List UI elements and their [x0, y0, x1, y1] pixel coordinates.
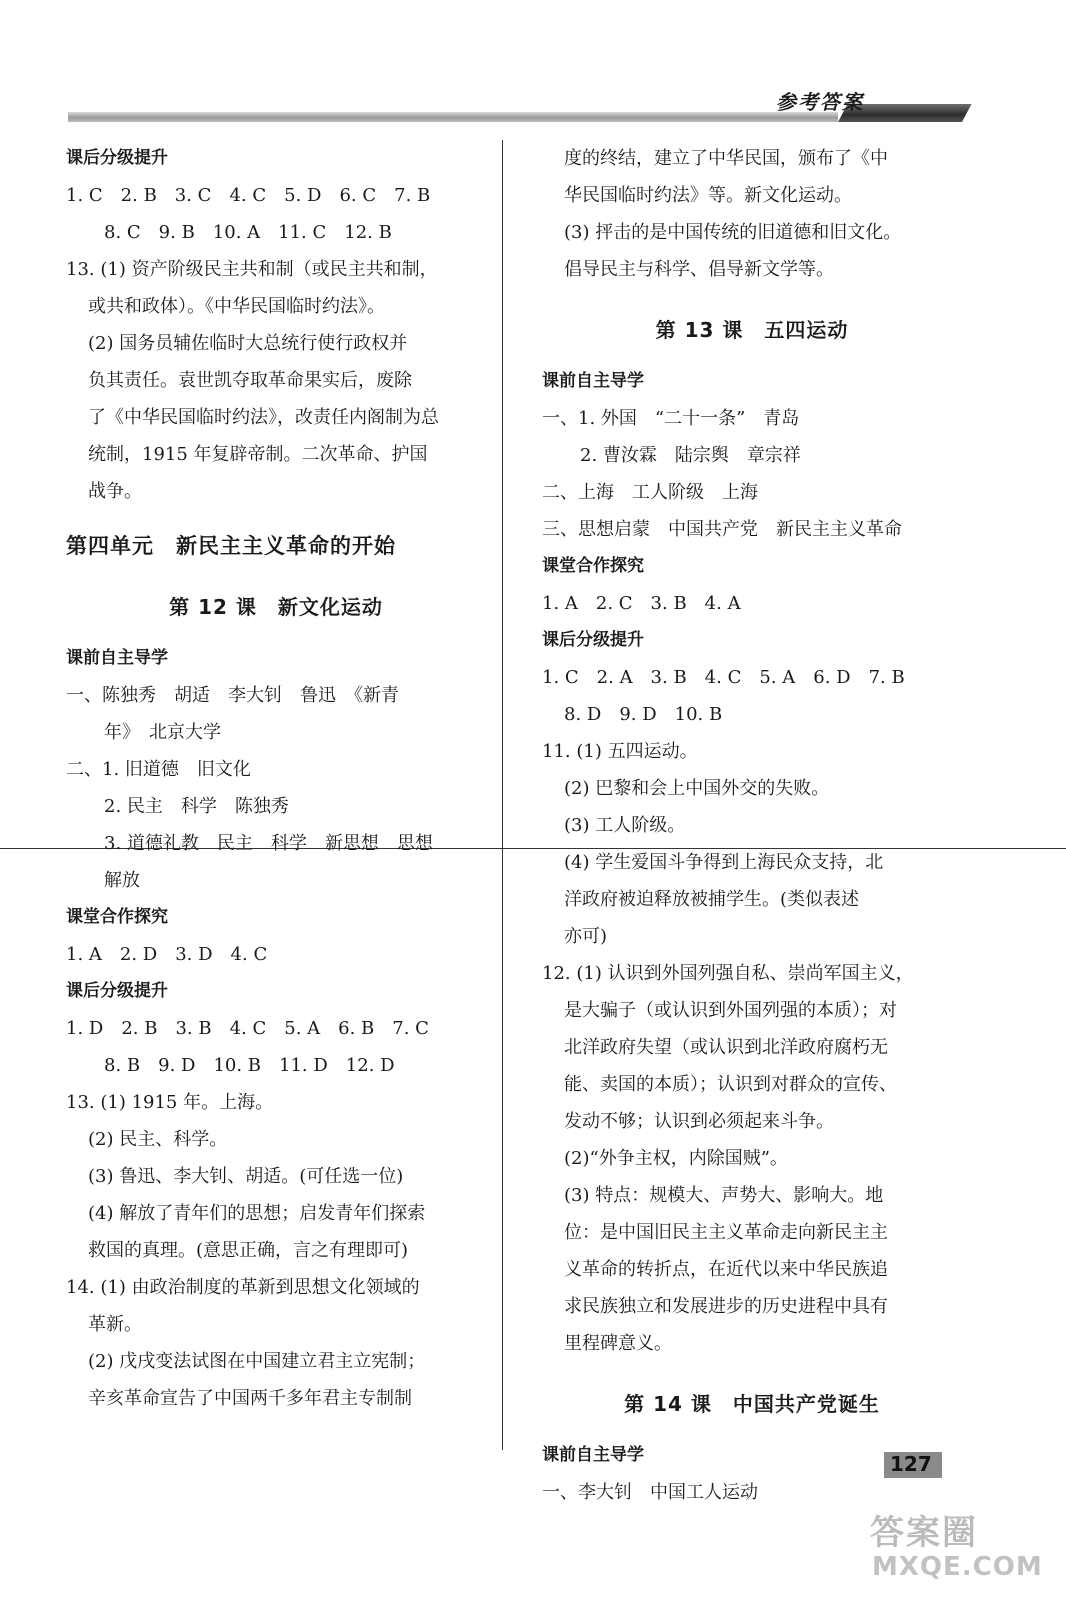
answer-line: (4) 学生爱国斗争得到上海民众支持，北 — [564, 852, 884, 873]
section-heading: 课后分级提升 — [66, 981, 168, 1001]
answer-line: 里程碑意义。 — [564, 1333, 672, 1354]
answer-line: 8. D 9. D 10. B — [564, 704, 723, 725]
answer-line: 亦可) — [564, 926, 608, 947]
answer-line: (2)“外争主权，内除国贼”。 — [564, 1148, 788, 1169]
answer-line: (2) 戊戌变法试图在中国建立君主立宪制； — [88, 1351, 426, 1372]
answer-line: 14. (1) 由政治制度的革新到思想文化领域的 — [66, 1277, 420, 1298]
answer-line: (3) 工人阶级。 — [564, 815, 686, 836]
answer-line: 华民国临时约法》等。新文化运动。 — [564, 185, 852, 206]
answer-line: 8. B 9. D 10. B 11. D 12. D — [104, 1055, 395, 1076]
answer-line: 8. C 9. B 10. A 11. C 12. B — [104, 222, 392, 243]
section-heading: 课堂合作探究 — [66, 907, 168, 927]
answer-line: 3. 道德礼教 民主 科学 新思想 思想 — [104, 833, 433, 854]
answer-line: 位：是中国旧民主主义革命走向新民主主 — [564, 1222, 888, 1243]
unit-title: 第四单元 新民主主义革命的开始 — [66, 534, 396, 558]
answer-line: (2) 巴黎和会上中国外交的失败。 — [564, 778, 830, 799]
lesson-title: 第 13 课 五四运动 — [655, 318, 849, 342]
answer-line: 能、卖国的本质）；认识到对群众的宣传、 — [564, 1074, 897, 1095]
left-column — [66, 140, 486, 1417]
answer-line: (2) 民主、科学。 — [88, 1129, 228, 1150]
right-column — [542, 140, 962, 1511]
answer-line: 求民族独立和发展进步的历史进程中具有 — [564, 1296, 888, 1317]
answer-line: 或共和政体）。《中华民国临时约法》。 — [88, 296, 385, 317]
answer-line: (3) 鲁迅、李大钊、胡适。(可任选一位) — [88, 1166, 404, 1187]
answer-line: 一、李大钊 中国工人运动 — [542, 1482, 758, 1503]
answer-line: 1. A 2. C 3. B 4. A — [542, 593, 741, 614]
header-title: 参考答案 — [776, 90, 864, 114]
answer-line: 救国的真理。(意思正确，言之有理即可) — [88, 1240, 409, 1261]
answer-line: 2. 民主 科学 陈独秀 — [104, 796, 289, 817]
header-decorative-band — [68, 112, 838, 122]
answer-line: 11. (1) 五四运动。 — [542, 741, 698, 762]
answer-line: 解放 — [104, 870, 140, 891]
answer-line: 1. D 2. B 3. B 4. C 5. A 6. B 7. C — [66, 1018, 429, 1039]
section-heading: 课前自主导学 — [542, 371, 644, 391]
answer-line: 义革命的转折点，在近代以来中华民族追 — [564, 1259, 888, 1280]
answer-line: 1. A 2. D 3. D 4. C — [66, 944, 268, 965]
answer-line: (3) 特点：规模大、声势大、影响大。地 — [564, 1185, 884, 1206]
answer-line: 三、思想启蒙 中国共产党 新民主主义革命 — [542, 519, 902, 540]
answer-line: 1. C 2. B 3. C 4. C 5. D 6. C 7. B — [66, 185, 431, 206]
answer-line: 13. (1) 资产阶级民主共和制（或民主共和制， — [66, 259, 438, 280]
answer-line: 度的终结，建立了中华民国，颁布了《中 — [564, 148, 888, 169]
answer-line: 一、陈独秀 胡适 李大钊 鲁迅 《新青 — [66, 685, 399, 706]
answer-line: 洋政府被迫释放被捕学生。(类似表述 — [564, 889, 860, 910]
answer-line: 年》 北京大学 — [104, 722, 221, 743]
answer-line: 是大骗子（或认识到外国列强的本质）；对 — [564, 1000, 897, 1021]
answer-line: 发动不够；认识到必须起来斗争。 — [564, 1111, 834, 1132]
answer-line: 一、1. 外国 “二十一条” 青岛 — [542, 408, 800, 429]
answer-line: 战争。 — [88, 481, 142, 502]
section-heading: 课前自主导学 — [66, 648, 168, 668]
page-number: 127 — [890, 1452, 932, 1476]
lesson-title: 第 14 课 中国共产党诞生 — [624, 1392, 880, 1416]
answer-line: 二、上海 工人阶级 上海 — [542, 482, 758, 503]
lesson-title: 第 12 课 新文化运动 — [169, 595, 383, 619]
section-heading: 课堂合作探究 — [542, 556, 644, 576]
answer-line: (3) 抨击的是中国传统的旧道德和旧文化。 — [564, 222, 902, 243]
answer-line: 倡导民主与科学、倡导新文学等。 — [564, 259, 834, 280]
answer-line: 2. 曹汝霖 陆宗舆 章宗祥 — [580, 445, 801, 466]
answer-line: (4) 解放了青年们的思想；启发青年们探索 — [88, 1203, 426, 1224]
answer-line: 统制，1915 年复辟帝制。二次革命、护国 — [88, 444, 428, 465]
column-divider — [502, 140, 503, 1450]
section-heading: 课前自主导学 — [542, 1445, 644, 1465]
watermark-url: MXQE.COM — [872, 1552, 1043, 1582]
answer-line: 负其责任。袁世凯夺取革命果实后，废除 — [88, 370, 412, 391]
answer-line: 12. (1) 认识到外国列强自私、崇尚军国主义， — [542, 963, 914, 984]
answer-line: 革新。 — [88, 1314, 142, 1335]
answer-line: (2) 国务员辅佐临时大总统行使行政权并 — [88, 333, 408, 354]
answer-line: 1. C 2. A 3. B 4. C 5. A 6. D 7. B — [542, 667, 905, 688]
answer-line: 二、1. 旧道德 旧文化 — [66, 759, 251, 780]
section-heading: 课后分级提升 — [542, 630, 644, 650]
answer-line: 北洋政府失望（或认识到北洋政府腐朽无 — [564, 1037, 888, 1058]
section-heading: 课后分级提升 — [66, 148, 168, 168]
answer-line: 了《中华民国临时约法》，改责任内阁制为总 — [88, 407, 439, 428]
answer-line: 辛亥革命宣告了中国两千多年君主专制制 — [88, 1388, 412, 1409]
watermark-logo: 答案圈 — [870, 1513, 978, 1553]
answer-line: 13. (1) 1915 年。上海。 — [66, 1092, 274, 1113]
